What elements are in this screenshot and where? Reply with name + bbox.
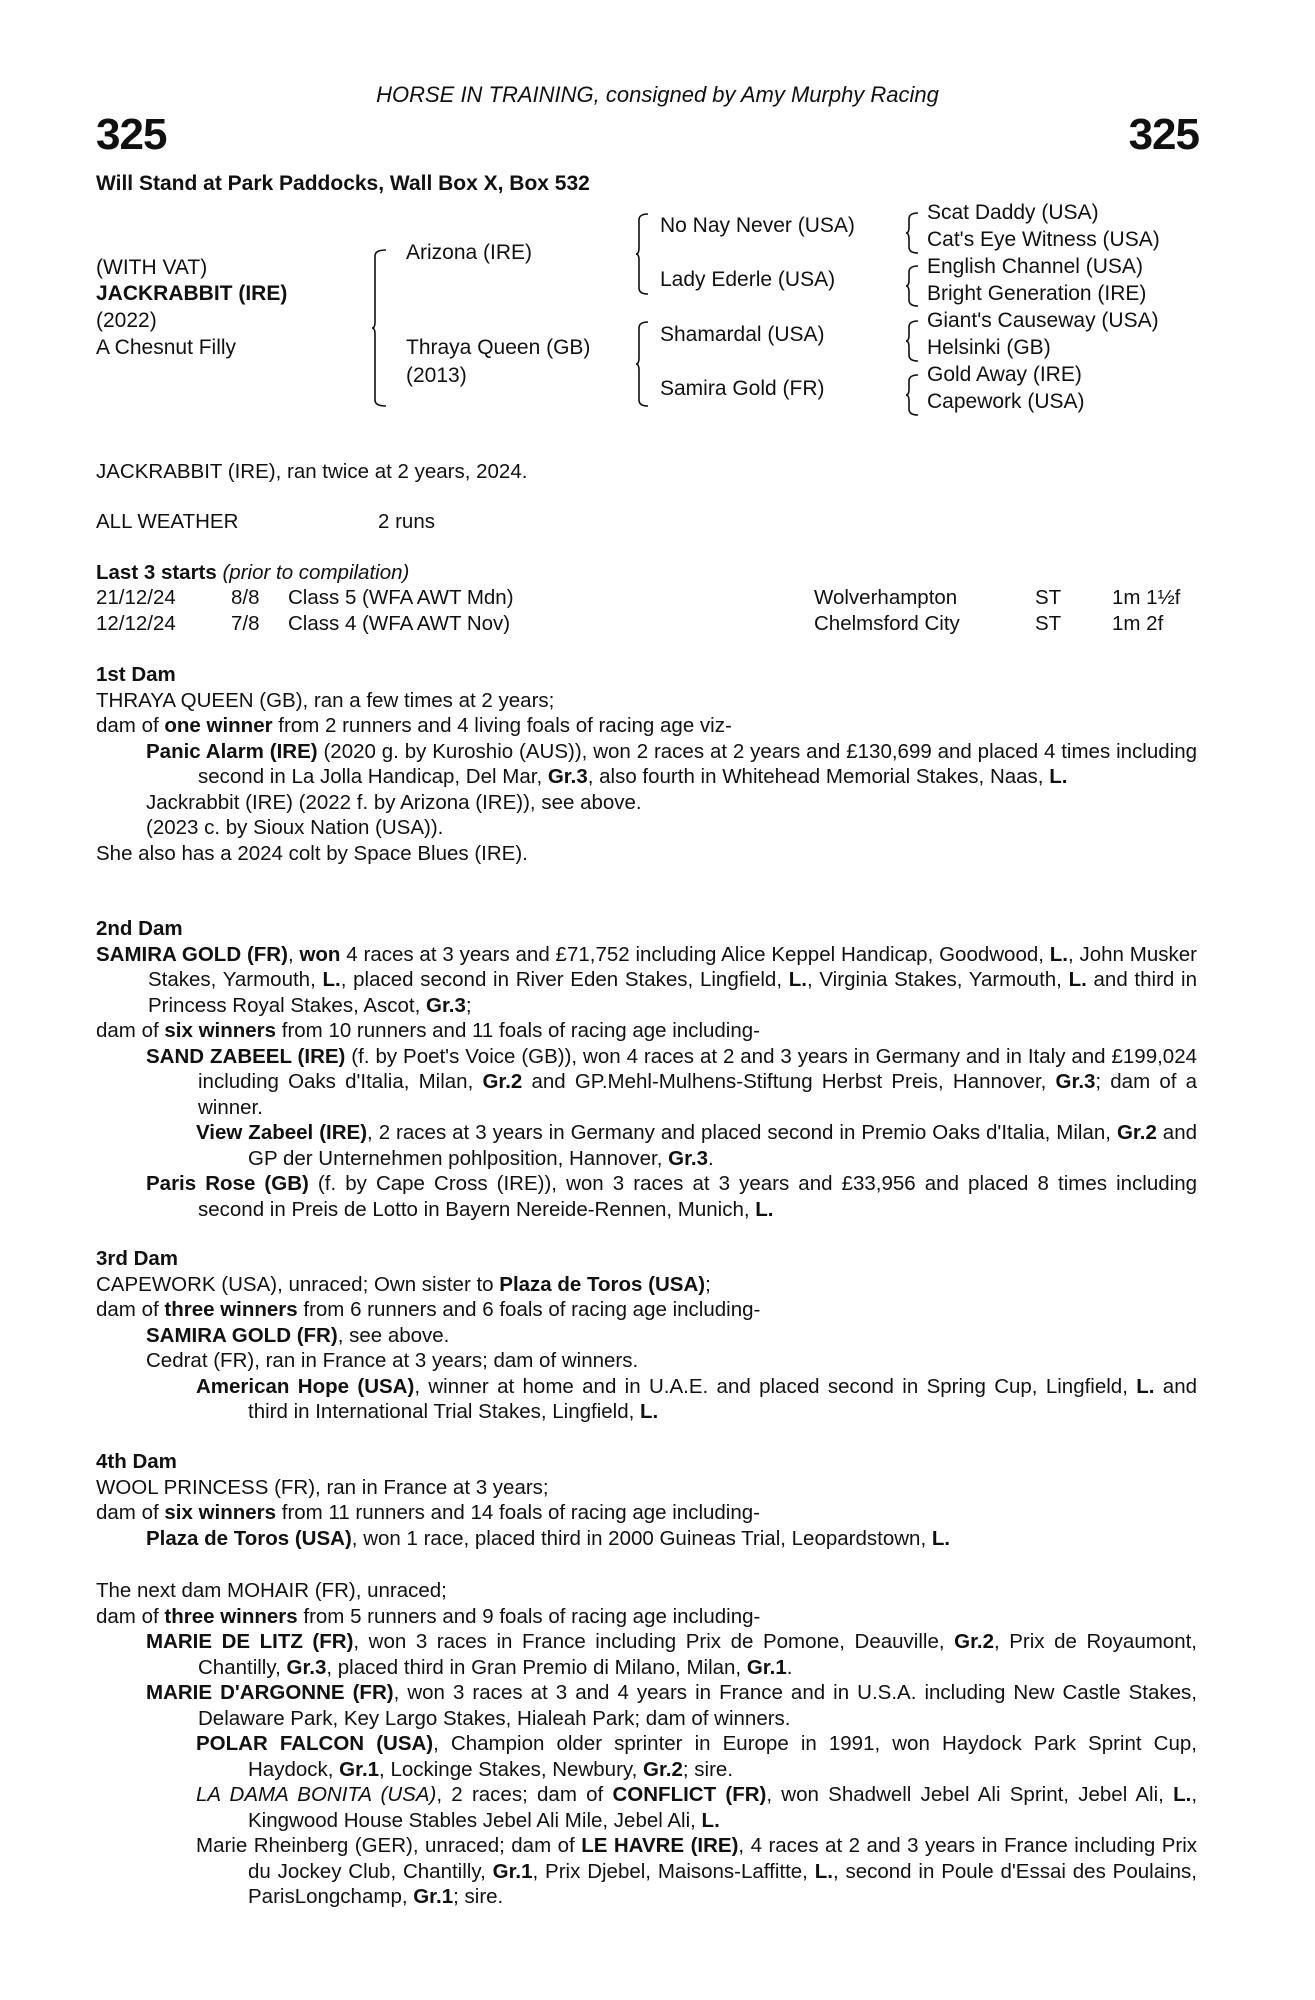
text-segment: and third in International Trial Stakes, Lingfield, (248, 1374, 1197, 1423)
start-going: ST (1035, 611, 1062, 635)
text-segment: , Prix Djebel, Maisons-Laffitte, (532, 1859, 815, 1883)
horse-name: JACKRABBIT (IRE) (96, 282, 288, 305)
text-segment: LA DAMA BONITA (USA) (196, 1783, 437, 1806)
horse-description: A Chesnut Filly (96, 336, 237, 359)
text-segment: MARIE DE LITZ (FR) (146, 1630, 354, 1653)
pedigree-paragraph (96, 790, 1197, 816)
start-race: Class 5 (WFA AWT Mdn) (288, 586, 514, 609)
text-segment: , Kingwood House Stables Jebel Ali Mile, Jebel Ali, (248, 1783, 1198, 1832)
pedigree-gen3: Giant's Causeway (USA) (927, 309, 1159, 332)
pedigree-paragraph (96, 1833, 1197, 1910)
text-segment: WOOL PRINCESS (FR), ran in France at 3 years; (96, 1475, 549, 1499)
text-segment: , Lockinge Stakes, Newbury, (379, 1757, 644, 1781)
text-segment: three winners (164, 1298, 298, 1321)
pedigree-paragraph (96, 1731, 1197, 1782)
text-segment: L. (1049, 765, 1068, 788)
text-segment: one winner (164, 714, 273, 737)
text-segment: , won 3 races at 3 and 4 years in France and in U.S.A. including New Castle Stakes, Delaware Park, Key Largo Stakes, Hialeah Park; dam of winners. (198, 1681, 1197, 1730)
text-segment: Gr.3 (1055, 1070, 1096, 1093)
text-segment: dam of (96, 1298, 165, 1321)
text-segment: dam of (96, 1019, 165, 1042)
text-segment: Plaza de Toros (USA) (146, 1526, 352, 1550)
text-segment: She also has a 2024 colt by Space Blues (IRE). (96, 841, 528, 865)
text-segment: Gr.3 (426, 993, 466, 1017)
text-segment: won (299, 942, 341, 966)
pedigree-gen3: Bright Generation (IRE) (927, 282, 1147, 305)
text-segment: , 4 races at 2 and 3 years in France including Prix du Jockey Club, Chantilly, (248, 1834, 1197, 1883)
text-segment: from 6 runners and 6 foals of racing age including- (297, 1298, 761, 1321)
brace-icon (636, 214, 648, 294)
text-segment: , 2 races; dam of (436, 1783, 613, 1806)
text-segment: dam of (96, 1501, 165, 1524)
pedigree-paragraph (96, 1297, 1197, 1323)
text-segment: Gr.3 (286, 1655, 327, 1679)
text-segment: from 2 runners and 4 living foals of racing age viz- (272, 714, 732, 737)
pedigree-paragraph (96, 1374, 1197, 1425)
text-segment: Gr.3 (547, 765, 588, 788)
pedigree-paragraph (96, 1018, 1197, 1044)
text-segment: , placed third in Gran Premio di Milano, Milan, (326, 1655, 747, 1679)
text-segment: CONFLICT (FR) (612, 1783, 767, 1806)
text-segment: (2023 c. by Sioux Nation (USA)). (146, 816, 444, 839)
text-segment: LE HAVRE (IRE) (581, 1834, 739, 1857)
text-segment: , 2 races at 3 years in Germany and placed second in Premio Oaks d'Italia, Milan, (367, 1121, 1117, 1144)
text-segment: Plaza de Toros (USA) (499, 1272, 706, 1296)
text-segment: Gr.2 (954, 1630, 995, 1653)
surface-label: ALL WEATHER (96, 510, 239, 533)
text-segment: , Champion older sprinter in Europe in 1991, won Haydock Park Sprint Cup, Haydock, (248, 1732, 1197, 1781)
text-segment: The next dam MOHAIR (FR), unraced; (96, 1579, 447, 1602)
text-segment: SAND ZABEEL (IRE) (146, 1044, 346, 1068)
lot-number-left: 325 (96, 110, 167, 159)
text-segment: and GP der Unternehmen pohlposition, Hannover, (248, 1121, 1198, 1170)
pedigree-gen3: Gold Away (IRE) (927, 363, 1082, 386)
text-segment: Gr.2 (1116, 1121, 1157, 1144)
pedigree-paragraph (96, 688, 1197, 714)
pedigree-dam-sire: Shamardal (USA) (660, 323, 825, 346)
text-segment: Marie Rheinberg (GER), unraced; dam of (196, 1834, 582, 1857)
text-segment: and third in Princess Royal Stakes, Ascot, (148, 968, 1197, 1017)
pedigree-paragraph (96, 1348, 1197, 1374)
brace-icon (906, 213, 918, 253)
start-venue: Chelmsford City (814, 611, 960, 635)
text-segment: , also fourth in Whitehead Memorial Stakes, Naas, (587, 765, 1050, 788)
horse-year: (2022) (96, 309, 157, 332)
text-segment: ; dam of a winner. (198, 1070, 1197, 1119)
pedigree-paragraph (96, 1680, 1197, 1731)
text-segment: L. (788, 968, 807, 991)
text-segment: Gr.1 (492, 1859, 533, 1883)
page-header-title: HORSE IN TRAINING, consigned by Amy Murphy Racing (376, 82, 939, 107)
brace-icon (636, 322, 648, 406)
pedigree-paragraph (96, 942, 1197, 1019)
text-segment: 4 races at 3 years and £71,752 including Alice Keppel Handicap, Goodwood, (340, 942, 1050, 966)
text-segment: ; sire. (682, 1757, 734, 1781)
surface-runs: 2 runs (378, 510, 435, 533)
brace-icon (906, 266, 918, 306)
dam-section (96, 1449, 1197, 1551)
start-venue: Wolverhampton (814, 586, 958, 609)
text-segment: , won Shadwell Jebel Ali Sprint, Jebel Ali, (766, 1783, 1174, 1806)
pedigree-gen3: Capework (USA) (927, 390, 1085, 413)
text-segment: L. (1173, 1783, 1192, 1806)
start-dist: 1m 2f (1112, 611, 1164, 635)
text-segment: , winner at home and in U.A.E. and placed second in Spring Cup, Lingfield, (414, 1374, 1137, 1398)
text-segment: American Hope (USA) (196, 1374, 415, 1398)
last-starts-title-line (96, 561, 409, 585)
section-heading: 4th Dam (96, 1450, 177, 1473)
pedigree-paragraph (96, 1044, 1197, 1121)
text-segment: Gr.3 (668, 1146, 709, 1170)
pedigree-sire-sire: No Nay Never (USA) (660, 214, 855, 237)
pedigree-paragraph (96, 739, 1197, 790)
text-segment: CAPEWORK (USA), unraced; Own sister to (96, 1272, 500, 1296)
text-segment: (f. by Cape Cross (IRE)), won 3 races at 3 years and £33,956 and placed 8 times including second in Preis de Lotto in Bayern Nereide-Rennen, Munich, (198, 1172, 1197, 1221)
text-segment: Gr.1 (339, 1757, 380, 1781)
text-segment: dam of (96, 1604, 165, 1628)
text-segment: SAMIRA GOLD (FR) (146, 1323, 338, 1347)
text-segment: L. (931, 1526, 951, 1550)
text-segment: View Zabeel (IRE) (196, 1121, 368, 1144)
text-segment: ; sire. (453, 1885, 504, 1908)
start-dist: 1m 1½f (1112, 586, 1181, 609)
pedigree-paragraph (96, 1323, 1197, 1349)
pedigree-sire-dam: Lady Ederle (USA) (660, 268, 836, 291)
pedigree-paragraph (96, 815, 1197, 841)
section-heading: 3rd Dam (96, 1247, 179, 1270)
text-segment: Paris Rose (GB) (146, 1172, 309, 1195)
text-segment: dam of (96, 714, 165, 737)
text-segment: L. (1136, 1374, 1155, 1398)
stand-location: Will Stand at Park Paddocks, Wall Box X, Box 532 (96, 172, 590, 195)
dam-section (96, 1578, 1197, 1910)
vat-note: (WITH VAT) (96, 256, 208, 279)
section-heading: 1st Dam (96, 663, 176, 686)
pedigree-paragraph (96, 841, 1197, 867)
text-segment: three winners (164, 1604, 298, 1628)
section-heading: 2nd Dam (96, 917, 183, 940)
text-segment: Cedrat (FR), ran in France at 3 years; dam of winners. (146, 1349, 639, 1372)
pedigree-paragraph (96, 1782, 1197, 1833)
text-segment: from 5 runners and 9 foals of racing age including- (297, 1604, 761, 1628)
race-summary: JACKRABBIT (IRE), ran twice at 2 years, 2024. (96, 460, 528, 483)
text-segment: L. (640, 1400, 659, 1423)
text-segment: Gr.1 (746, 1655, 787, 1679)
pedigree-paragraph (96, 1171, 1197, 1222)
text-segment: , (287, 942, 300, 966)
text-segment: L. (1068, 968, 1087, 991)
pedigree-paragraph (96, 713, 1197, 739)
text-segment: L. (814, 1859, 833, 1883)
text-segment: , won 1 race, placed third in 2000 Guineas Trial, Leopardstown, (351, 1526, 932, 1550)
text-segment: , Virginia Stakes, Yarmouth, (806, 968, 1069, 991)
text-segment: six winners (164, 1019, 277, 1042)
text-segment: (2020 g. by Kuroshio (AUS)), won 2 races at 2 years and £130,699 and placed 4 times including second in La Jolla Handicap, Del Mar, (198, 739, 1197, 788)
start-pos: 8/8 (231, 586, 260, 609)
text-segment: ; (465, 993, 472, 1017)
lot-number-right: 325 (1128, 110, 1199, 159)
text-segment: L. (1049, 942, 1068, 966)
text-segment: Gr.1 (413, 1885, 454, 1908)
pedigree-paragraph (96, 1604, 1197, 1630)
text-segment: (f. by Poet's Voice (GB)), won 4 races at 2 and 3 years in Germany and in Italy and £199,024 including Oaks d'Italia, Milan, (198, 1044, 1197, 1093)
pedigree-sire: Arizona (IRE) (406, 241, 533, 264)
text-segment: Jackrabbit (IRE) (2022 f. by Arizona (IRE)), see above. (146, 790, 642, 814)
text-segment: from 11 runners and 14 foals of racing age including- (276, 1501, 760, 1524)
brace-icon (906, 375, 918, 415)
text-segment: MARIE D'ARGONNE (FR) (146, 1681, 394, 1704)
text-segment: , John Musker Stakes, Yarmouth, (148, 942, 1197, 991)
pedigree-gen3: Scat Daddy (USA) (927, 201, 1099, 224)
dam-section (96, 662, 1197, 866)
text-segment: and GP.Mehl-Mulhens-Stiftung Herbst Preis, Hannover, (522, 1070, 1056, 1093)
start-pos: 7/8 (231, 611, 260, 635)
last-starts-title: Last 3 starts (96, 561, 217, 584)
pedigree-dam: Thraya Queen (GB) (406, 336, 591, 359)
text-segment: Gr.2 (643, 1757, 683, 1781)
dam-section (96, 1246, 1197, 1425)
text-segment: , see above. (337, 1323, 450, 1347)
pedigree-paragraph (96, 1120, 1197, 1171)
text-segment: , won 3 races in France including Prix de Pomone, Deauville, (353, 1630, 955, 1653)
start-going: ST (1035, 586, 1062, 609)
pedigree-paragraph (96, 1578, 1197, 1604)
text-segment: , Prix de Royaumont, Chantilly, (198, 1630, 1197, 1679)
text-segment: POLAR FALCON (USA) (196, 1732, 434, 1755)
pedigree-dam-dam: Samira Gold (FR) (660, 377, 825, 400)
pedigree-paragraph (96, 1475, 1197, 1501)
text-segment: . (786, 1655, 793, 1679)
text-segment: six winners (164, 1501, 277, 1524)
brace-icon (906, 321, 918, 361)
text-segment: from 10 runners and 11 foals of racing age including- (276, 1019, 760, 1042)
text-segment: SAMIRA GOLD (FR) (96, 942, 288, 966)
text-segment: L. (701, 1808, 720, 1832)
text-segment: Panic Alarm (IRE) (146, 739, 318, 763)
start-date: 21/12/24 (96, 586, 176, 609)
text-segment: . (708, 1146, 714, 1170)
pedigree-paragraph (96, 1629, 1197, 1680)
text-segment: THRAYA QUEEN (GB), ran a few times at 2 years; (96, 688, 555, 712)
text-segment: L. (322, 968, 341, 991)
pedigree-paragraph (96, 1500, 1197, 1526)
last-starts-note: (prior to compilation) (222, 561, 410, 584)
text-segment: Gr.2 (482, 1070, 523, 1093)
start-race: Class 4 (WFA AWT Nov) (288, 611, 511, 635)
pedigree-gen3: Cat's Eye Witness (USA) (927, 228, 1160, 251)
start-date: 12/12/24 (96, 611, 176, 635)
text-segment: , placed second in River Eden Stakes, Lingfield, (340, 968, 789, 991)
pedigree-dam-year: (2013) (406, 364, 467, 387)
text-segment: ; (705, 1272, 711, 1296)
text-segment: L. (755, 1197, 774, 1221)
brace-icon (372, 250, 386, 406)
pedigree-gen3: Helsinki (GB) (927, 336, 1051, 359)
pedigree-paragraph (96, 1272, 1197, 1298)
pedigree-paragraph (96, 1526, 1197, 1552)
text-segment: , second in Poule d'Essai des Poulains, ParisLongchamp, (248, 1859, 1197, 1908)
pedigree-gen3: English Channel (USA) (927, 255, 1143, 278)
dam-section (96, 916, 1197, 1222)
